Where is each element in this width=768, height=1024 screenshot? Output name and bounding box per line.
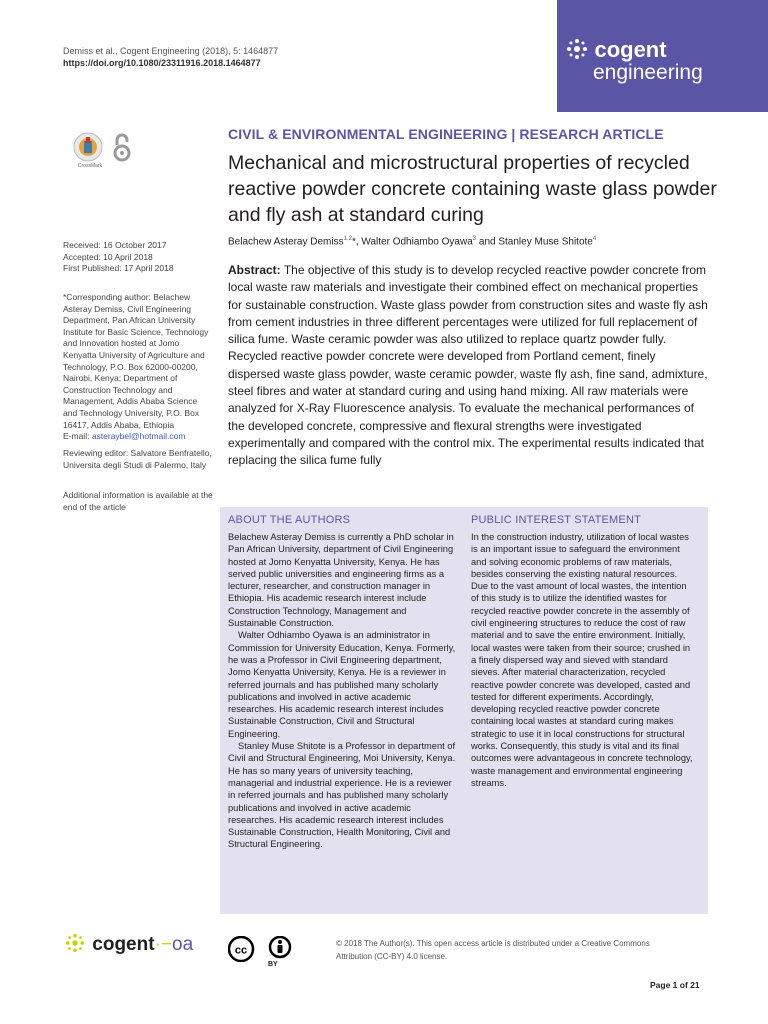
affiliation-marker: 3 [472, 236, 477, 242]
journal-brand-box [557, 0, 768, 112]
received-date: Received: 16 October 2017 [63, 240, 167, 250]
abstract [228, 262, 708, 470]
author-bio: Walter Odhiambo Oyawa is an administrator in Commission for University Education, Kenya. Formerly, he was a Professor in Civil Engineering department, Jomo Kenyatta University, Kenya. He is a reviewer in referred journals and has published many scholarly publications and involved in active academic researches. His academic research interest includes Sustainable Construction, Civil and Structural Engineering. [228, 630, 456, 739]
author-line [228, 236, 596, 247]
public-interest-text: In the construction industry, utilization of local wastes is an important issue to safeguard the environment and solving economic problems of raw materials, besides conserving the existing natural resources. Due to the vast amount of local wastes, the intention of this study is to utilize the identified wastes for recycled reactive powder concrete in the assembly of civil engineering structures to reduce the cost of raw material and to save the entire environment. Initially, local wastes were taken from their source; crushed in a finely dispersed way and sieved with standard sieves. After material characterization, recycled reactive powder concrete was developed, casted and tested for different experiments. Accordingly, developing recycled reactive powder concrete containing local wastes at standard curing makes strategic to use it in local constructions for structural works. Consequently, this study is vital and its final outcomes were advantageous in concrete technology, waste management and environmental engineering streams. [471, 532, 693, 788]
page-number: Page 1 of 21 [650, 980, 700, 990]
email-link[interactable]: asteraybel@hotmail.com [91, 431, 186, 442]
reviewing-editor: Reviewing editor: Salvatore Benfratello, Universita degli Studi di Palermo, Italy [63, 448, 212, 470]
abstract-text: The objective of this study is to develop recycled reactive powder concrete from local waste raw materials and investigate their combined effect on mechanical properties for sustainable construction. Waste glass powder from construction sites and waste fly ash from cement industries in three different percentages were utilized for full replacement of silica fume. Waste ceramic powder was also utilized to replace quartz powder fully. Recycled reactive powder concrete were developed from Portland cement, finely dispersed waste glass powder, waste ceramic powder, waste fly ash, fine sand, admixture, steel fibres and water at standard curing and using hand mixing. All raw materials were analyzed for X-Ray Fluorescence analysis. To evaluate the mechanical performances of the developed concrete, compressive and flexural strengths were investigated experimentally and compared with the control mix. The experimental results indicated that replacing the silica fume fully [228, 263, 708, 468]
publication-dates [63, 240, 213, 275]
author-name: , Walter Odhiambo Oyawa [355, 236, 473, 248]
footer-oa-word: oa [172, 934, 194, 955]
cogent-oa-logo: cogent·−oa [63, 933, 193, 956]
author-name: Belachew Asteray Demiss [228, 236, 344, 248]
affiliation-marker: 1,2 [343, 236, 352, 242]
crossmark-label: CrossMark [77, 163, 103, 169]
section-label: CIVIL & ENVIRONMENTAL ENGINEERING | RESEARCH ARTICLE [228, 126, 664, 142]
abstract-label: Abstract: [228, 263, 281, 277]
corresponding-marker: * [351, 236, 356, 248]
published-date: First Published: 17 April 2018 [63, 263, 174, 274]
cogent-sparkle-icon [63, 933, 87, 953]
author-bio: Belachew Asteray Demiss is currently a PhD scholar in Pan African University, department of Civil Engineering hosted at Jomo Kenyatta University, Kenya. He has served public universities and engineering firms as a lecturer, researcher, and construction manager in Ethiopia. His academic research interest include Construction Technology, Management and Sustainable Construction. [228, 532, 454, 629]
public-interest-heading: PUBLIC INTEREST STATEMENT [471, 514, 642, 526]
brand-word: cogent [594, 37, 667, 62]
article-title: Mechanical and microstructural properties of recycled reactive powder concrete containing waste glass powder and fly ash at standard curing [228, 152, 717, 226]
corresponding-author [63, 292, 213, 443]
author-name: and Stanley Muse Shitote [476, 236, 593, 248]
open-access-icon [113, 133, 131, 168]
cogent-sparkle-icon [564, 38, 590, 60]
license-text: © 2018 The Author(s). This open access article is distributed under a Creative Commons Attribution (CC-BY) 4.0 license. [336, 939, 650, 961]
doi-link[interactable]: https://doi.org/10.1080/23311916.2018.1464877 [63, 58, 261, 68]
footer-brand-word: cogent [92, 934, 155, 955]
cc-icon [229, 937, 253, 961]
attribution-icon [270, 937, 290, 957]
citation-text: Demiss et al., Cogent Engineering (2018), 5: 1464877 [63, 46, 279, 56]
brand-subtitle: engineering [593, 61, 703, 84]
svg-text:cc: cc [234, 944, 248, 957]
corresponding-text: *Corresponding author: Belachew Asteray Demiss, Civil Engineering Department, Pan African University Institute for Basic Science, Technology and Innovation hosted at Jomo Kenyatta University of Agriculture and Technology, P.O. Box 62000-00200, Nairobi, Kenya; Department of Construction Technology and Management, Addis Ababa Science and Technology University, P.O. Box 16417, Addis Ababa, Ethiopia [63, 292, 209, 430]
email-label: E-mail: [63, 431, 92, 442]
about-authors-text [228, 531, 456, 851]
citation-block [63, 45, 278, 69]
author-bio: Stanley Muse Shitote is a Professor in department of Civil and Structural Engineering, Moi University, Kenya. He has so many years of university teaching, managerial and industrial experience. He is a reviewer in referred journals and has published many scholarly publications and involved in active academic researches. His academic research interest includes Sustainable Construction, Health Monitoring, Civil and Structural Engineering. [228, 741, 456, 850]
cc-by-label: BY [268, 961, 278, 968]
affiliation-marker: 4 [592, 236, 597, 242]
about-authors-heading: ABOUT THE AUTHORS [228, 514, 351, 526]
cogent-logo [564, 38, 667, 62]
accepted-date: Accepted: 10 April 2018 [63, 251, 153, 262]
additional-info: Additional information is available at the end of the article [63, 490, 213, 512]
